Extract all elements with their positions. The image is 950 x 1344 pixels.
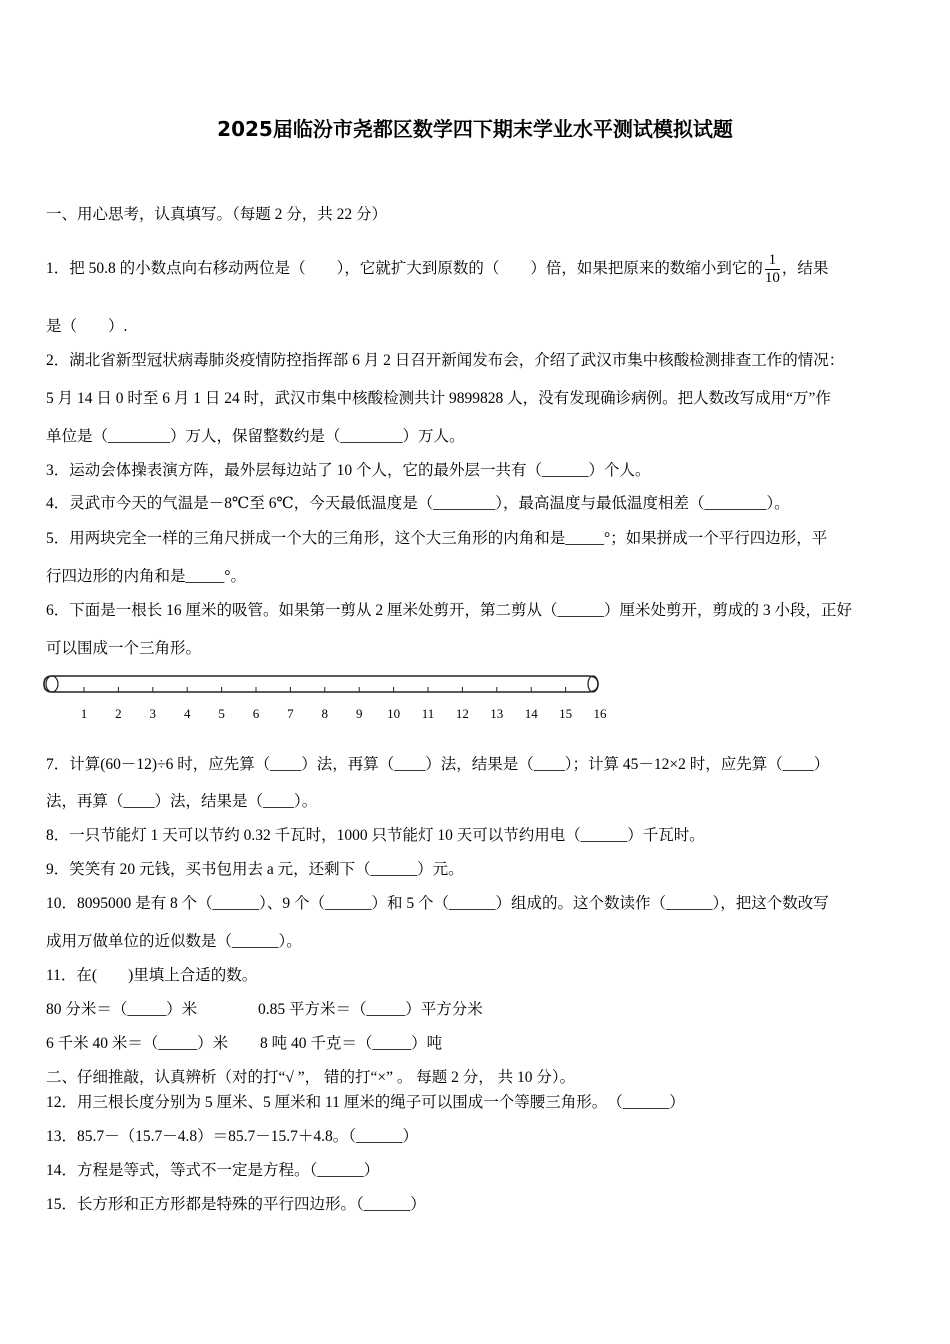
straw-left-end [46, 676, 58, 692]
question-2-line-3: 单位是（________）万人，保留整数约是（________）万人。 [46, 428, 465, 445]
straw-tick-label: 13 [490, 706, 504, 721]
question-10-line-2: 成用万做单位的近似数是（______）。 [46, 933, 302, 950]
straw-right-end [588, 676, 598, 692]
straw-tick-label: 1 [80, 706, 88, 721]
straw-tick-label: 15 [559, 706, 573, 721]
question-2-line-2: 5 月 14 日 0 时至 6 月 1 日 24 时，武汉市集中核酸检测共计 9899828 人，没有发现确诊病例。把人数改写成用“万”作 [46, 390, 831, 407]
question-7-line-2: 法，再算（____）法，结果是（____）。 [46, 793, 318, 810]
page-title: 2025届临汾市尧都区数学四下期末学业水平测试模拟试题 [217, 117, 733, 141]
straw-tick-label: 9 [355, 706, 363, 721]
question-1-line-2: 是（ ）. [46, 318, 128, 335]
question-11-row-1 [46, 997, 483, 1019]
straw-tick-label: 16 [593, 706, 607, 721]
straw-ruler-figure [40, 668, 620, 728]
straw-tick-label: 3 [149, 706, 157, 721]
question-11-row-2 [46, 1031, 442, 1053]
fraction-denominator: 10 [764, 270, 780, 286]
question-11-heading: 11．在( )里填上合适的数。 [46, 967, 258, 984]
question-13: 13．85.7－（15.7－4.8）＝85.7－15.7＋4.8。（______） [46, 1128, 419, 1145]
straw-tick-label: 11 [421, 706, 435, 721]
straw-tick-label: 7 [287, 706, 294, 721]
question-3: 3．运动会体操表演方阵，最外层每边站了 10 个人，它的最外层一共有（______）个人。 [46, 462, 651, 479]
question-2-line-1: 2．湖北省新型冠状病毒肺炎疫情防控指挥部 6 月 2 日召开新闻发布会，介绍了武汉市集中核酸检测排查工作的情况： [46, 352, 845, 369]
question-14: 14．方程是等式，等式不一定是方程。（______） [46, 1162, 380, 1179]
question-10-line-1: 10．8095000 是有 8 个（______）、9 个（______）和 5 个（______）组成的。这个数读作（______），把这个数改写 [46, 895, 829, 912]
question-1-tail: ，结果 [781, 260, 829, 278]
straw-tick-label: 14 [524, 706, 538, 721]
question-11-item-c: 6 千米 40 米＝（_____）米 [46, 1035, 229, 1052]
straw-tick-label: 10 [387, 706, 401, 721]
straw-tick-label: 4 [183, 706, 191, 721]
straw-tick-label: 2 [115, 706, 122, 721]
straw-tick-label: 12 [455, 706, 469, 721]
question-15: 15．长方形和正方形都是特殊的平行四边形。（______） [46, 1196, 426, 1213]
fraction-numerator: 1 [765, 252, 780, 270]
question-5-line-2: 行四边形的内角和是_____°。 [46, 568, 246, 585]
question-12: 12．用三根长度分别为 5 厘米、5 厘米和 11 厘米的绳子可以围成一个等腰三角形。 （______） [46, 1094, 685, 1111]
question-6-line-1: 6．下面是一根长 16 厘米的吸管。如果第一剪从 2 厘米处剪开，第二剪从（______）厘米处剪开，剪成的 3 小段，正好 [46, 602, 853, 619]
question-1-text: 1．把 50.8 的小数点向右移动两位是（ ），它就扩大到原数的（ ）倍，如果把原来的数缩小到它的 [46, 260, 763, 278]
question-9: 9．笑笑有 20 元钱，买书包用去 a 元，还剩下（______）元。 [46, 861, 464, 878]
question-11-item-a: 80 分米＝（_____）米 [46, 1001, 198, 1018]
question-8: 8．一只节能灯 1 天可以节约 0.32 千瓦时，1000 只节能灯 10 天可以节约用电（______）千瓦时。 [46, 827, 705, 844]
straw-tick-label: 6 [252, 706, 260, 721]
straw-outline [44, 676, 598, 692]
question-4: 4．灵武市今天的气温是－8℃至 6℃，今天最低温度是（________），最高温度与最低温度相差（________）。 [46, 495, 790, 512]
question-6-line-2: 可以围成一个三角形。 [46, 640, 202, 657]
question-1 [46, 252, 828, 287]
straw-tick-label: 5 [218, 706, 225, 721]
question-11-item-d: 8 吨 40 千克＝（_____）吨 [260, 1035, 443, 1052]
section-1-heading: 一、用心思考，认真填写。（每题 2 分，共 22 分） [46, 206, 388, 223]
section-2-heading: 二、仔细推敲，认真辨析（对的打“√ ”， 错的打“×” 。 每题 2 分， 共 10 分）。 [46, 1069, 576, 1086]
fraction-one-tenth [765, 252, 780, 287]
straw-tick-label: 8 [321, 706, 329, 721]
question-11-item-b: 0.85 平方米＝（_____）平方分米 [258, 1001, 483, 1018]
question-5-line-1: 5．用两块完全一样的三角尺拼成一个大的三角形，这个大三角形的内角和是_____°；如果拼成一个平行四边形，平 [46, 530, 828, 547]
question-7-line-1: 7．计算(60－12)÷6 时，应先算（____）法，再算（____）法，结果是（____）；计算 45－12×2 时，应先算（____） [46, 756, 830, 773]
